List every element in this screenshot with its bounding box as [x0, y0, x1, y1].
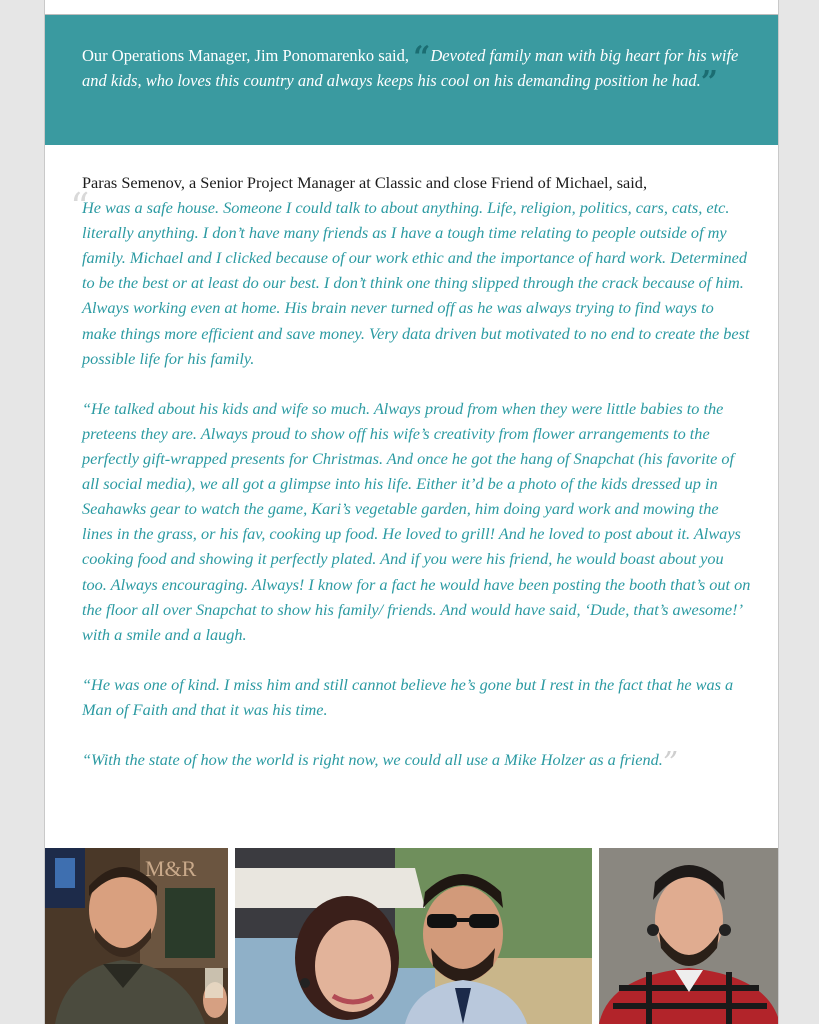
quote-banner — [45, 15, 778, 145]
photo-man-in-restaurant — [45, 848, 228, 1024]
close-quote-mark-icon: ” — [700, 65, 718, 100]
open-quote-mark-icon: “ — [413, 40, 431, 75]
large-open-quote-icon: “ — [70, 185, 90, 229]
testimonial-paragraph-last — [82, 746, 752, 782]
restaurant-sign-text: M&R — [145, 856, 197, 881]
banner-lead: Our Operations Manager, Jim Ponomarenko said, — [82, 46, 414, 65]
last-paragraph-text: “With the state of how the world is right now, we could all use a Mike Holzer as a friend. — [82, 750, 663, 770]
large-close-quote-icon: ” — [662, 746, 679, 782]
photo-strip — [45, 848, 779, 1024]
testimonial-paragraph: “He talked about his kids and wife so much. Always proud from when they were little babies to the preteens they are. Always proud to show off his wife’s creativity from flower arrangements to the perfectly gift-wrapped presents for Christmas. And once he got the hang of Snapchat (his favorite of all social media), we all got a glimpse into his life. Either it’d be a photo of the kids dressed up in Seahawks gear to watch the game, Kari’s vegetable garden, him doing yard work and mowing the lines in the grass, or his fav, cooking up food. He loved to grill! And he loved to post about it. Always cooking food and showing it perfectly plated. And if you were his friend, he would boast about you too. Always encouraging. Always! I know for a fact he would have been posting the booth that’s out on the floor all over Snapchat to show his family/ friends. And would have said, ‘Dude, that’s awesome!’ with a smile and a laugh. — [82, 398, 751, 644]
banner-quote-block — [82, 40, 747, 100]
testimonial-paragraph: “He was one of kind. I miss him and still cannot believe he’s gone but I rest in the fact that he was a Man of Faith and that it was his time. — [82, 674, 734, 719]
photo-couple-selfie — [235, 848, 592, 1024]
banner-quote: Devoted family man with big heart for his wife and kids, who loves this country and always keeps his cool on his demanding position he had. — [82, 46, 739, 90]
testimonial-body — [70, 170, 752, 782]
testimonial-paragraph: He was a safe house. Someone I could talk to about anything. Life, religion, politics, cars, cats, etc. literally anything. I don’t have many friends as I have a tough time relating to people outside of my family. Michael and I clicked because of our work ethic and the importance of hard work. Determined to be the best or at least do our best. I don’t think one thing slipped through the crack because of him. Always working even at home. His brain never turned off as he was always trying to find ways to make things more efficient and save money. Very data driven but motivated to no end to create the best possible life for his family. — [82, 198, 750, 368]
testimonial-intro: Paras Semenov, a Senior Project Manager at Classic and close Friend of Michael, said, — [82, 173, 648, 192]
photo-man-plaid-shirt — [599, 848, 779, 1024]
newsletter-page — [44, 0, 779, 1024]
